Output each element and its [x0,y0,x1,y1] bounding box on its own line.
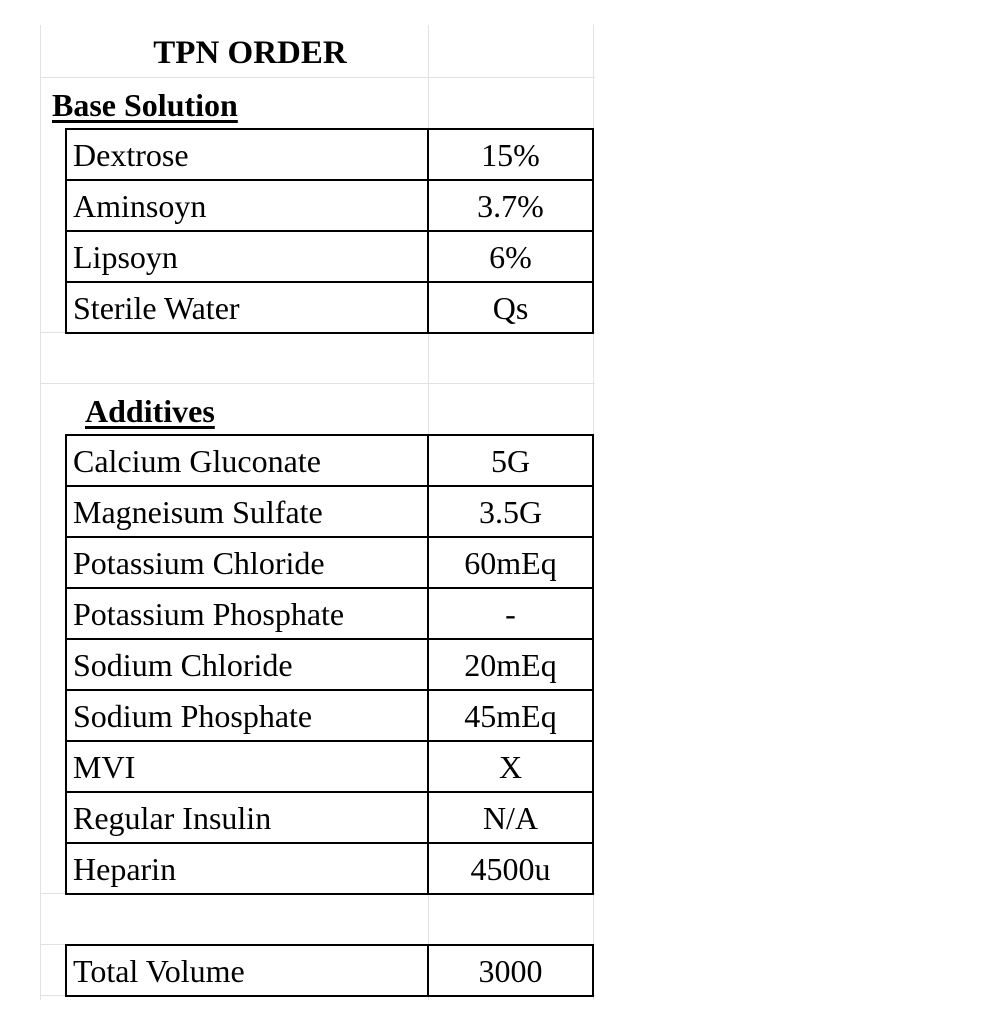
ingredient-value: X [428,741,593,792]
table-row [66,690,593,741]
table-row [66,282,593,333]
table-row [66,792,593,843]
table-row [66,129,593,180]
ingredient-value: 5G [428,435,593,486]
table-row [66,843,593,894]
ingredient-name: Dextrose [66,129,428,180]
grid-line [40,25,41,1000]
base-solution-heading: Base Solution [52,87,238,123]
ingredient-value: - [428,588,593,639]
ingredient-name: Aminsoyn [66,180,428,231]
grid-line [40,77,595,78]
ingredient-name: Regular Insulin [66,792,428,843]
ingredient-value: 45mEq [428,690,593,741]
ingredient-name: Potassium Phosphate [66,588,428,639]
ingredient-value: 15% [428,129,593,180]
ingredient-value: N/A [428,792,593,843]
table-row [66,486,593,537]
table-row [66,180,593,231]
ingredient-name: Potassium Chloride [66,537,428,588]
ingredient-name: Sodium Phosphate [66,690,428,741]
table-row [66,231,593,282]
ingredient-value: 20mEq [428,639,593,690]
additives-table [65,434,594,895]
grid-line [40,383,595,384]
total-volume-table [65,944,594,997]
ingredient-name: Lipsoyn [66,231,428,282]
table-row [66,435,593,486]
page-title: TPN ORDER [153,35,347,71]
base-solution-table [65,128,594,334]
ingredient-value: 4500u [428,843,593,894]
tpn-order-sheet [40,25,600,1005]
table-row [66,537,593,588]
ingredient-name: Sodium Chloride [66,639,428,690]
ingredient-value: 3.5G [428,486,593,537]
ingredient-value: 6% [428,231,593,282]
ingredient-name: MVI [66,741,428,792]
ingredient-name: Sterile Water [66,282,428,333]
ingredient-value: Qs [428,282,593,333]
total-volume-label: Total Volume [66,945,428,996]
ingredient-name: Magneisum Sulfate [66,486,428,537]
ingredient-value: 3.7% [428,180,593,231]
total-volume-value: 3000 [428,945,593,996]
table-row [66,741,593,792]
table-row [66,945,593,996]
ingredient-name: Heparin [66,843,428,894]
table-row [66,639,593,690]
additives-heading: Additives [85,393,215,429]
ingredient-value: 60mEq [428,537,593,588]
table-row [66,588,593,639]
ingredient-name: Calcium Gluconate [66,435,428,486]
